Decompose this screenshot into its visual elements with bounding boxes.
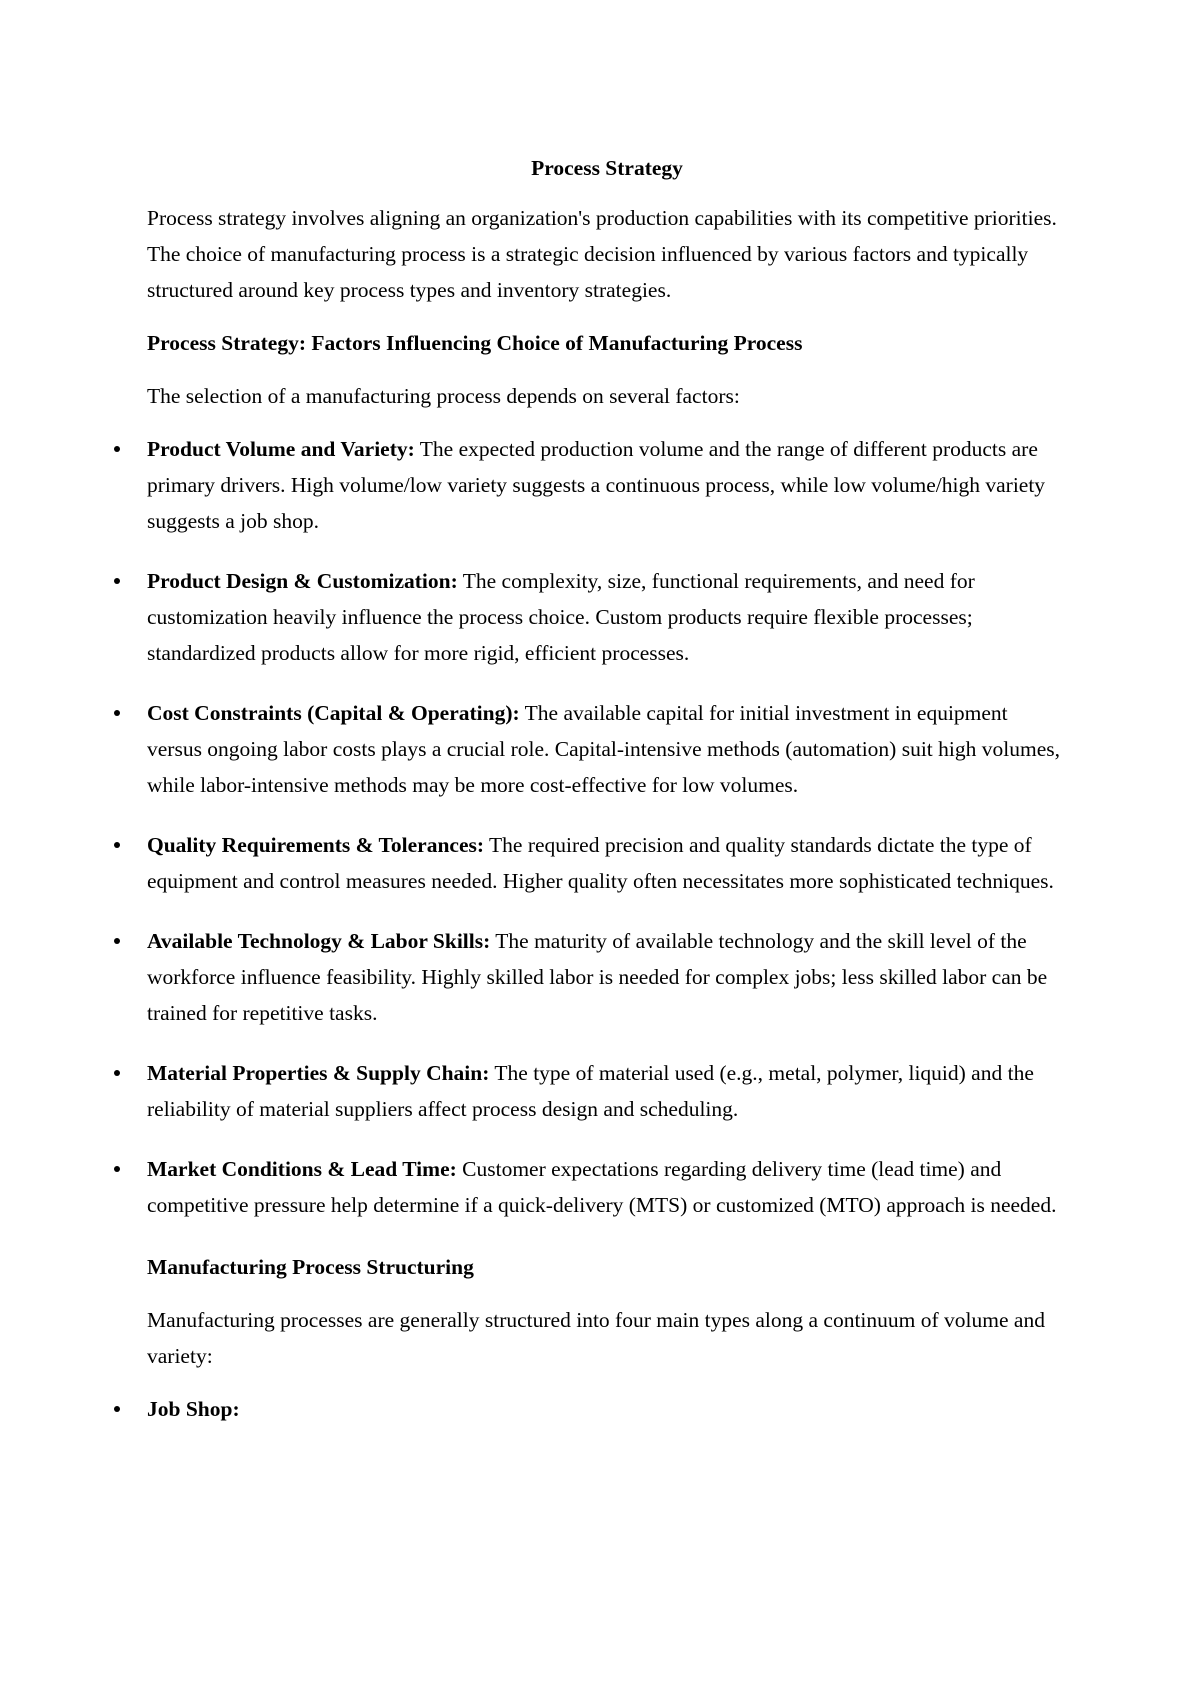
list-item (147, 1151, 1067, 1223)
factors-list (147, 431, 1067, 1223)
bullet-icon (114, 938, 120, 944)
document-title: Process Strategy (531, 156, 683, 180)
bullet-icon (114, 1406, 120, 1412)
list-item-term: Market Conditions & Lead Time: (147, 1157, 457, 1181)
list-item (147, 563, 1067, 671)
list-item-term: Cost Constraints (Capital & Operating): (147, 701, 520, 725)
list-item (147, 1391, 1067, 1427)
intro-paragraph: Process strategy involves aligning an organization's production capabilities with its competitive priorities. The choice of manufacturing process is a strategic decision influenced by various factors and typically structured around key process types and inventory strategies. (147, 206, 1057, 302)
bullet-icon (114, 1166, 120, 1172)
document-body (147, 150, 1067, 1451)
process-types-list (147, 1391, 1067, 1427)
list-item (147, 431, 1067, 539)
bullet-icon (114, 1070, 120, 1076)
section-heading-structuring: Manufacturing Process Structuring (147, 1255, 474, 1279)
list-item-term: Product Design & Customization: (147, 569, 458, 593)
list-item-term: Quality Requirements & Tolerances: (147, 833, 485, 857)
factors-lead-paragraph: The selection of a manufacturing process depends on several factors: (147, 384, 740, 408)
bullet-icon (114, 842, 120, 848)
structuring-lead-paragraph: Manufacturing processes are generally structured into four main types along a continuum of volume and variety: (147, 1308, 1045, 1368)
list-item-text: The type of material used (e.g., metal, polymer, liquid) and the reliability of material suppliers affect process design and scheduling. (147, 1061, 1034, 1121)
list-item-term: Available Technology & Labor Skills: (147, 929, 491, 953)
section-heading-factors: Process Strategy: Factors Influencing Choice of Manufacturing Process (147, 331, 803, 355)
bullet-icon (114, 578, 120, 584)
list-item-text: The complexity, size, functional requirements, and need for customization heavily influence the process choice. Custom products require flexible processes; standardized products allow for more rigid, efficient processes. (147, 569, 975, 665)
list-item (147, 827, 1067, 899)
list-item-term: Job Shop: (147, 1397, 240, 1421)
list-item (147, 1055, 1067, 1127)
list-item-text: The expected production volume and the range of different products are primary drivers. High volume/low variety suggests a continuous process, while low volume/high variety suggests a job shop. (147, 437, 1046, 533)
bullet-icon (114, 446, 120, 452)
list-item-text: Customer expectations regarding delivery time (lead time) and competitive pressure help determine if a quick-delivery (MTS) or customized (MTO) approach is needed. (147, 1157, 1057, 1217)
list-item-text: The maturity of available technology and the skill level of the workforce influence feasibility. Highly skilled labor is needed for complex jobs; less skilled labor can be trained for repetitive tasks. (147, 929, 1048, 1025)
list-item-text: The available capital for initial investment in equipment versus ongoing labor costs plays a crucial role. Capital-intensive methods (automation) suit high volumes, while labor-intensive methods may be more cost-effective for low volumes. (147, 701, 1060, 797)
bullet-icon (114, 710, 120, 716)
list-item (147, 923, 1067, 1031)
list-item-text: The required precision and quality standards dictate the type of equipment and control measures needed. Higher quality often necessitates more sophisticated techniques. (147, 833, 1054, 893)
list-item-term: Material Properties & Supply Chain: (147, 1061, 490, 1085)
list-item (147, 695, 1067, 803)
list-item-term: Product Volume and Variety: (147, 437, 415, 461)
